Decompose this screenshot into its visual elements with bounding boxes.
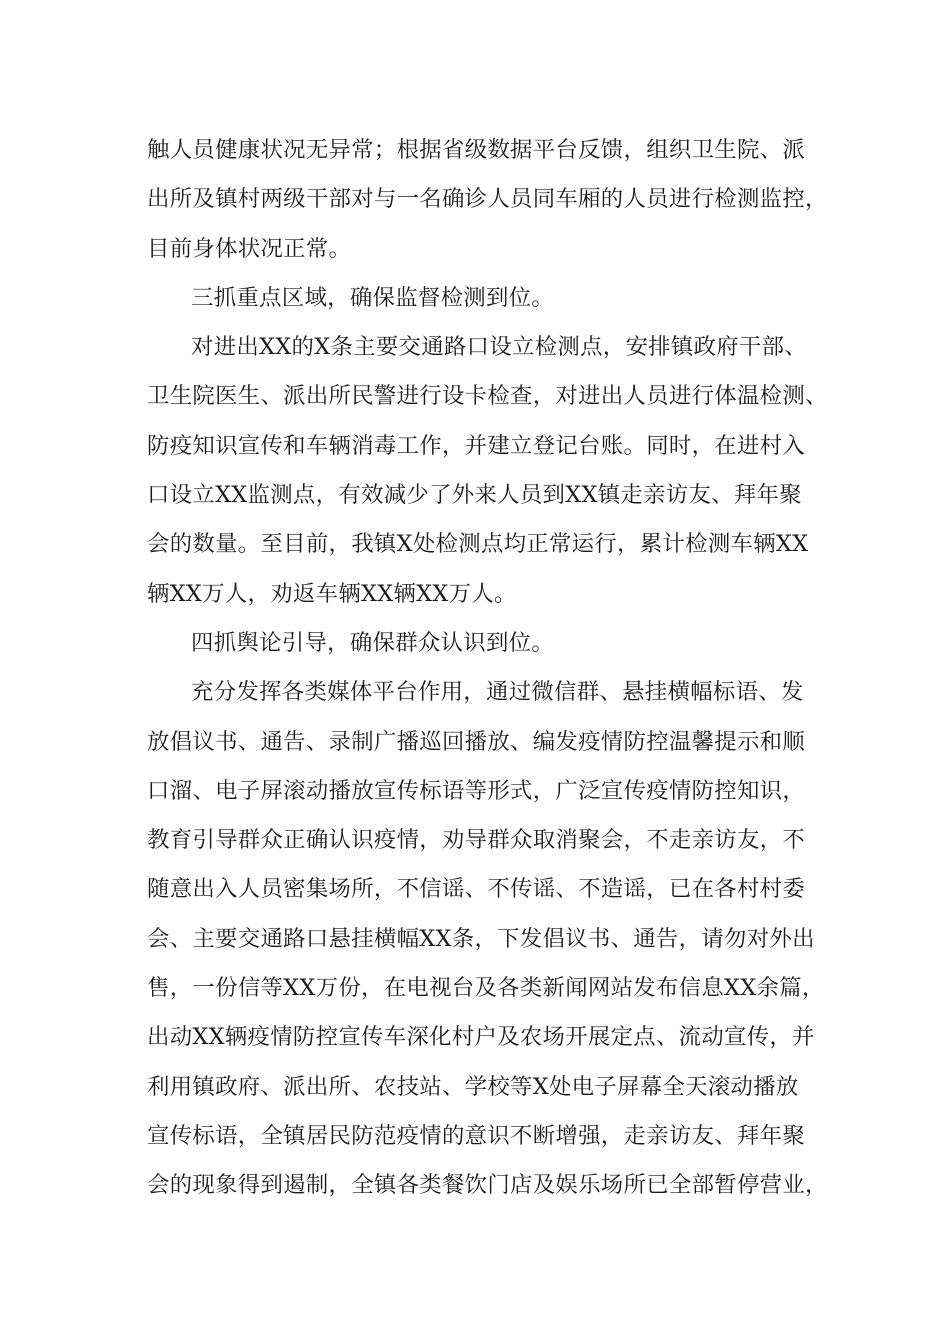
paragraph-start-line: 对进出XX的X条主要交通路口设立检测点，安排镇政府干部、 [191,334,807,361]
text-line: 利用镇政府、派出所、农技站、学校等X处电子屏幕全天滚动播放 [147,1073,799,1100]
text-line: 触人员健康状况无异常；根据省级数据平台反馈，组织卫生院、派 [147,137,806,163]
text-line: 教育引导群众正确认识疫情，劝导群众取消聚会，不走亲访友，不 [147,827,806,854]
text-line: 会的数量。至目前，我镇X处检测点均正常运行，累计检测车辆XX [147,531,809,558]
text-line: 辆XX万人，劝返车辆XX辆XX万人。 [147,580,517,607]
text-line: 售，一份信等XX万份，在电视台及各类新闻网站发布信息XX余篇， [147,975,825,1002]
paragraph-start-line: 充分发挥各类媒体平台作用，通过微信群、悬挂横幅标语、发 [191,679,804,706]
text-line: 防疫知识宣传和车辆消毒工作，并建立登记台账。同时，在进村入 [147,432,806,459]
text-line: 会的现象得到遏制，全镇各类餐饮门店及娱乐场所已全部暂停营业， [147,1172,828,1199]
text-line: 卫生院医生、派出所民警进行设卡检查，对进出人员进行体温检测、 [147,383,828,410]
text-line: 口设立XX监测点，有效减少了外来人员到XX镇走亲访友、拜年聚 [147,482,802,509]
text-line: 目前身体状况正常。 [147,235,352,262]
text-line: 宣传标语，全镇居民防范疫情的意识不断增强，走亲访友、拜年聚 [147,1122,806,1149]
document-body [147,126,831,1211]
text-line: 会、主要交通路口悬挂横幅XX条，下发倡议书、通告，请勿对外出 [147,925,815,952]
text-line: 出所及镇村两级干部对与一名确诊人员同车厢的人员进行检测监控， [147,186,828,213]
text-line: 随意出入人员密集场所，不信谣、不传谣、不造谣，已在各村村委 [147,876,806,903]
section-heading: 四抓舆论引导，确保群众认识到位。 [191,629,555,656]
section-heading: 三抓重点区域，确保监督检测到位。 [191,284,555,311]
text-line: 放倡议书、通告、录制广播巡回播放、编发疫情防控温馨提示和顺 [147,728,806,755]
text-line: 口溜、电子屏滚动播放宣传标语等形式，广泛宣传疫情防控知识， [147,777,806,804]
text-line: 出动XX辆疫情防控宣传车深化村户及农场开展定点、流动宣传，并 [147,1024,815,1051]
